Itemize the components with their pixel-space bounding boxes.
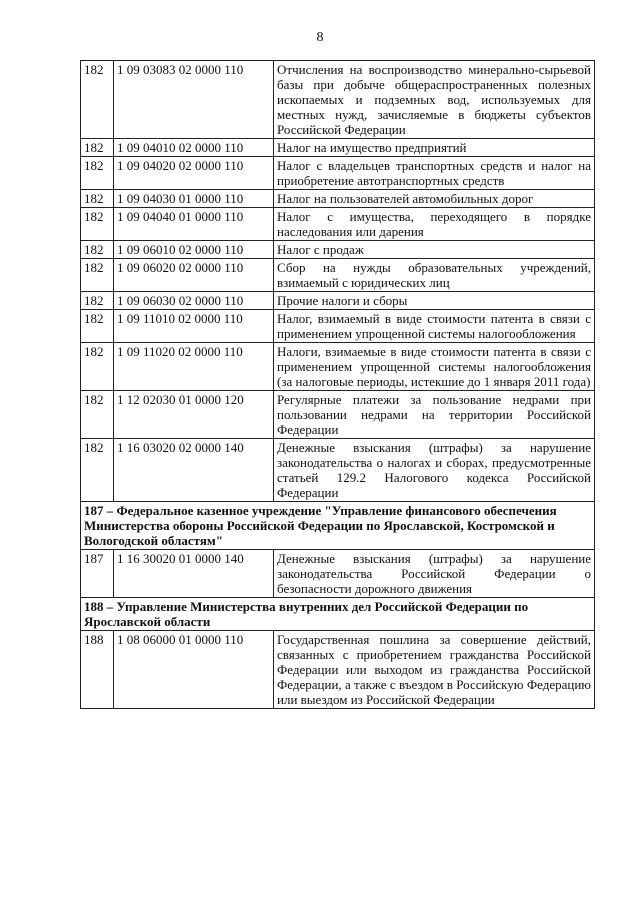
- budget-code-cell: 1 09 06030 02 0000 110: [114, 292, 274, 310]
- admin-code-cell: 182: [81, 61, 114, 139]
- table-row: [81, 550, 595, 598]
- description-cell: Налог на имущество предприятий: [274, 139, 595, 157]
- table-row: [81, 190, 595, 208]
- budget-code-cell: 1 09 04020 02 0000 110: [114, 157, 274, 190]
- table-row: [81, 391, 595, 439]
- table-row: [81, 208, 595, 241]
- budget-code-cell: 1 09 03083 02 0000 110: [114, 61, 274, 139]
- group-header-row: [81, 502, 595, 550]
- admin-code-cell: 182: [81, 157, 114, 190]
- table-row: [81, 631, 595, 709]
- budget-code-cell: 1 09 04030 01 0000 110: [114, 190, 274, 208]
- group-header-187: 187 – Федеральное казенное учреждение "Управление финансового обеспечения Министерства обороны Российской Федерации по Ярославской, Костромской и Вологодской областям": [81, 502, 595, 550]
- admin-code-cell: 182: [81, 292, 114, 310]
- budget-code-cell: 1 09 04040 01 0000 110: [114, 208, 274, 241]
- budget-code-cell: 1 08 06000 01 0000 110: [114, 631, 274, 709]
- description-cell: Сбор на нужды образовательных учреждений, взимаемый с юридических лиц: [274, 259, 595, 292]
- budget-code-cell: 1 09 04010 02 0000 110: [114, 139, 274, 157]
- admin-code-cell: 182: [81, 439, 114, 502]
- table-row: [81, 292, 595, 310]
- budget-code-cell: 1 16 30020 01 0000 140: [114, 550, 274, 598]
- table-row: [81, 259, 595, 292]
- admin-code-cell: 187: [81, 550, 114, 598]
- admin-code-cell: 188: [81, 631, 114, 709]
- group-header-188: 188 – Управление Министерства внутренних дел Российской Федерации по Ярославской области: [81, 598, 595, 631]
- admin-code-cell: 182: [81, 139, 114, 157]
- admin-code-cell: 182: [81, 259, 114, 292]
- table-row: [81, 157, 595, 190]
- budget-code-cell: 1 09 06010 02 0000 110: [114, 241, 274, 259]
- table-row: [81, 61, 595, 139]
- budget-code-cell: 1 09 11020 02 0000 110: [114, 343, 274, 391]
- admin-code-cell: 182: [81, 208, 114, 241]
- description-cell: Налог, взимаемый в виде стоимости патента в связи с применением упрощенной системы налогообложения: [274, 310, 595, 343]
- table-row: [81, 439, 595, 502]
- budget-code-cell: 1 09 11010 02 0000 110: [114, 310, 274, 343]
- table-row: [81, 241, 595, 259]
- budget-code-cell: 1 09 06020 02 0000 110: [114, 259, 274, 292]
- admin-code-cell: 182: [81, 241, 114, 259]
- admin-code-cell: 182: [81, 190, 114, 208]
- description-cell: Налог с владельцев транспортных средств и налог на приобретение автотранспортных средств: [274, 157, 595, 190]
- description-cell: Денежные взыскания (штрафы) за нарушение законодательства о налогах и сборах, предусмотренные статьей 129.2 Налогового кодекса Российской Федерации: [274, 439, 595, 502]
- description-cell: Отчисления на воспроизводство минерально-сырьевой базы при добыче общераспространенных полезных ископаемых и подземных вод, используемых для местных нужд, зачисляемые в бюджеты субъектов Российской Федерации: [274, 61, 595, 139]
- table-row: [81, 139, 595, 157]
- admin-code-cell: 182: [81, 391, 114, 439]
- admin-code-cell: 182: [81, 310, 114, 343]
- description-cell: Налог на пользователей автомобильных дорог: [274, 190, 595, 208]
- description-cell: Регулярные платежи за пользование недрами при пользовании недрами на территории Российской Федерации: [274, 391, 595, 439]
- table-row: [81, 343, 595, 391]
- budget-code-cell: 1 12 02030 01 0000 120: [114, 391, 274, 439]
- description-cell: Налоги, взимаемые в виде стоимости патента в связи с применением упрощенной системы налогообложения (за налоговые периоды, истекшие до 1 января 2011 года): [274, 343, 595, 391]
- group-header-row: [81, 598, 595, 631]
- budget-codes-table: [80, 60, 595, 709]
- page-number: 8: [316, 30, 324, 45]
- admin-code-cell: 182: [81, 343, 114, 391]
- description-cell: Государственная пошлина за совершение действий, связанных с приобретением гражданства Российской Федерации или выходом из гражданства Российской Федерации, а также с въездом в Российскую Федерацию или выездом из Российской Федерации: [274, 631, 595, 709]
- budget-code-cell: 1 16 03020 02 0000 140: [114, 439, 274, 502]
- table-row: [81, 310, 595, 343]
- description-cell: Денежные взыскания (штрафы) за нарушение законодательства Российской Федерации о безопасности дорожного движения: [274, 550, 595, 598]
- description-cell: Прочие налоги и сборы: [274, 292, 595, 310]
- description-cell: Налог с имущества, переходящего в порядке наследования или дарения: [274, 208, 595, 241]
- description-cell: Налог с продаж: [274, 241, 595, 259]
